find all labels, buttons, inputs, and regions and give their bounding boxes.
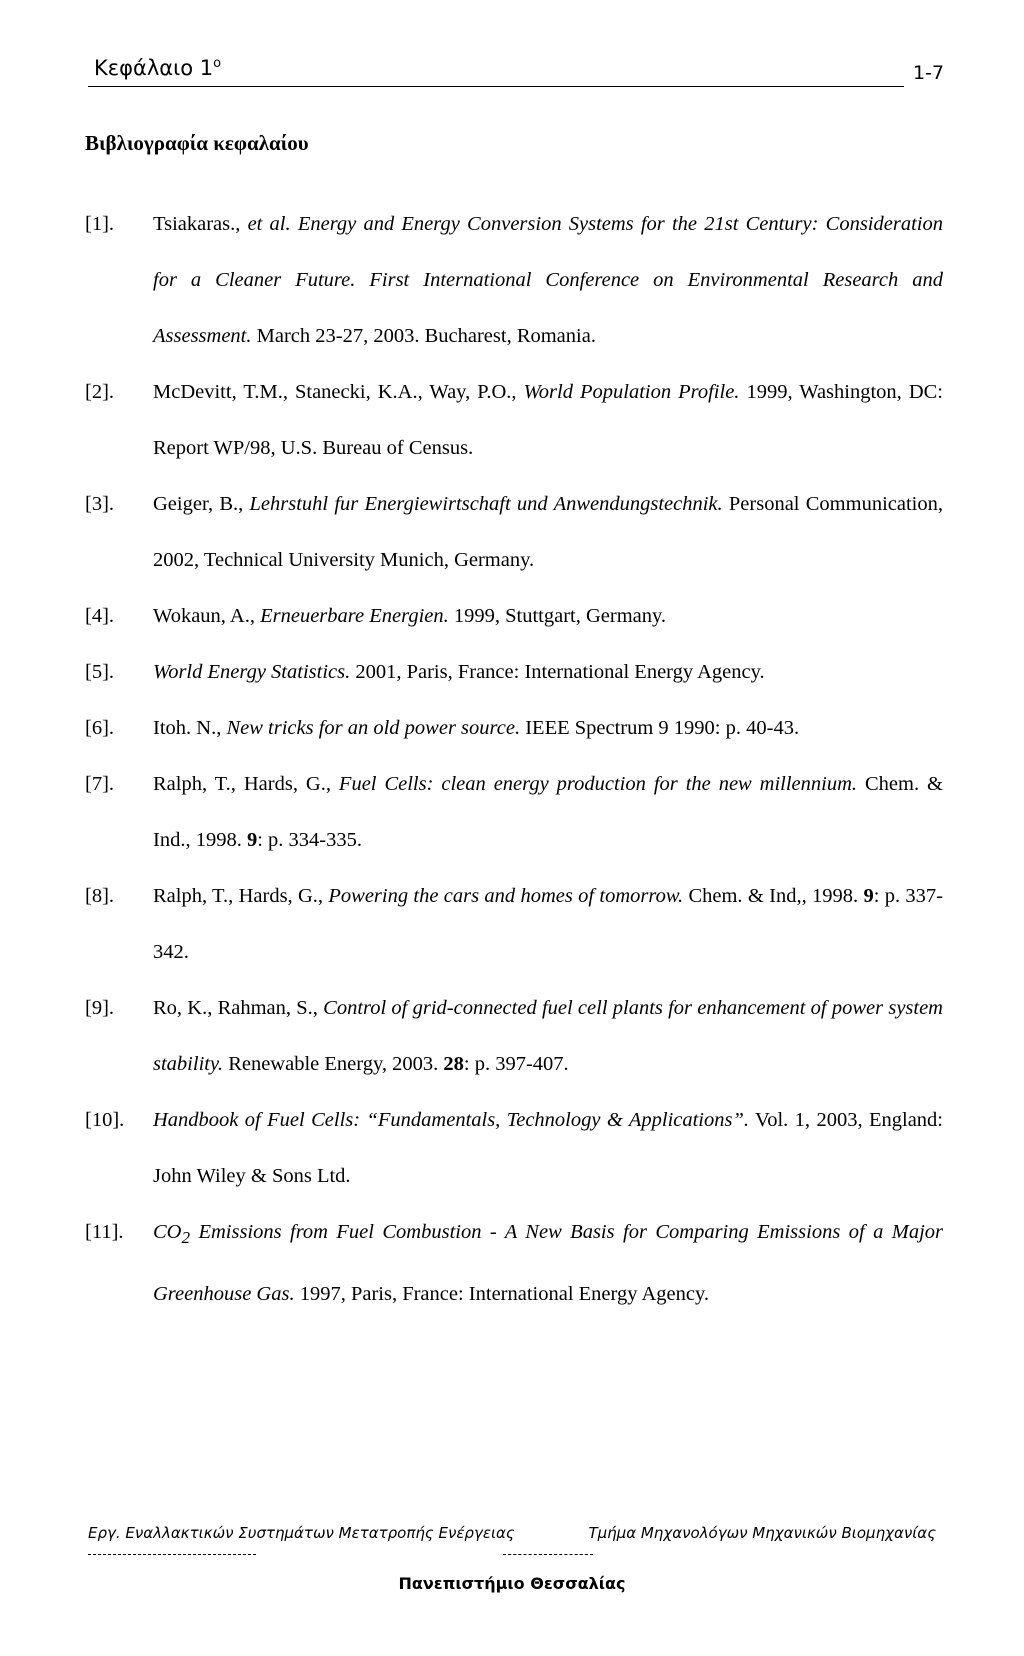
chapter-superscript: ο [213, 56, 222, 71]
reference-text-run: 28 [443, 1053, 464, 1075]
reference-text-run: 1999, Washington, DC: Report WP/98, U.S. Bureau of Census. [153, 381, 944, 459]
reference-item [85, 1204, 943, 1322]
reference-text-run: Ralph, T., Hards, G., [153, 773, 339, 795]
reference-number: [10]. [85, 1109, 125, 1131]
reference-text [153, 700, 943, 756]
reference-text [153, 364, 943, 476]
reference-text [153, 980, 943, 1092]
reference-text-run: Energy and Energy Conversion Systems for the 21st Century: Consideration for a Cleaner Future. First International Conference on Environmental Research and Assessment. [153, 213, 943, 347]
reference-number: [1]. [85, 213, 115, 235]
reference-text-run: Chem. & Ind., 1998. [153, 773, 943, 851]
reference-text-run: : p. 397-407. [463, 1053, 569, 1075]
reference-text-run: 1997, Paris, France: International Energy Agency. [294, 1283, 710, 1306]
reference-item [85, 588, 943, 644]
reference-text [153, 1204, 943, 1322]
reference-text-run: 2 [181, 1228, 191, 1248]
reference-text-run: Handbook of Fuel Cells: “Fundamentals, Technology & Applications”. [153, 1109, 750, 1131]
reference-number: [5]. [85, 661, 115, 683]
reference-item [85, 644, 943, 700]
reference-text [153, 196, 943, 364]
reference-text-run: Erneuerbare Energien. [260, 605, 449, 627]
reference-text-run: Vol. 1, 2003, England: John Wiley & Sons Ltd. [153, 1109, 943, 1187]
reference-text-run: March 23-27, 2003. Bucharest, Romania. [251, 325, 596, 347]
reference-text [153, 756, 943, 868]
footer-rule-left [88, 1554, 256, 1555]
page-number: 1-7 [912, 62, 944, 84]
reference-text [153, 1092, 943, 1204]
reference-text-run: World Population Profile. [523, 381, 740, 403]
reference-text [153, 476, 943, 588]
reference-text-run: CO [153, 1221, 182, 1243]
reference-item [85, 476, 943, 588]
footer-university-name: Πανεπιστήμιο Θεσσαλίας [398, 1574, 626, 1593]
reference-text-run: Ralph, T., Hards, G., [153, 885, 329, 907]
reference-number: [4]. [85, 605, 115, 627]
reference-text [153, 868, 943, 980]
section-title: Βιβλιογραφία κεφαλαίου [85, 131, 309, 155]
reference-text-run: Geiger, B., [153, 493, 250, 515]
reference-text-run: Control of grid-connected fuel cell plants for enhancement of power system stability. [153, 997, 943, 1075]
reference-text-run: World Energy Statistics. [153, 661, 351, 683]
reference-number: [9]. [85, 997, 115, 1019]
reference-text-run: Wokaun, A., [153, 605, 261, 627]
reference-text-run: IEEE Spectrum 9 1990: p. 40-43. [520, 717, 800, 739]
reference-text-run: 1999, Stuttgart, Germany. [448, 605, 667, 627]
header-rule [88, 86, 904, 87]
reference-text-run: Lehrstuhl fur Energiewirtschaft und Anwendungstechnik. [249, 493, 723, 515]
reference-item [85, 700, 943, 756]
reference-item [85, 868, 943, 980]
reference-number: [7]. [85, 773, 115, 795]
reference-item [85, 980, 943, 1092]
reference-text-run: Renewable Energy, 2003. [223, 1053, 444, 1075]
reference-text-run: Itoh. N., [153, 717, 227, 739]
reference-item [85, 756, 943, 868]
reference-text-run: New tricks for an old power source. [226, 717, 521, 739]
reference-number: [2]. [85, 381, 115, 403]
reference-text-run: Powering the cars and homes of tomorrow. [328, 885, 684, 907]
reference-text-run [291, 213, 298, 235]
reference-text-run: Emissions from Fuel Combustion - A New Basis for Comparing Emissions of a Major Greenhouse Gas. [153, 1221, 943, 1306]
chapter-title: Κεφάλαιο 1 [94, 56, 214, 80]
reference-text-run: : p. 334-335. [257, 829, 362, 851]
reference-text [153, 588, 943, 644]
reference-text-run: Personal Communication, 2002, Technical University Munich, Germany. [153, 493, 943, 571]
reference-text [153, 644, 943, 700]
footer-rule-center [503, 1554, 593, 1555]
reference-list [85, 196, 943, 1322]
reference-item [85, 1092, 943, 1204]
reference-text-run: Ro, K., Rahman, S., [153, 997, 324, 1019]
reference-text-run: McDevitt, T.M., Stanecki, K.A., Way, P.O., [153, 381, 524, 403]
reference-text-run: Fuel Cells: clean energy production for the new millennium. [338, 773, 858, 795]
reference-text-run: 2001, Paris, France: International Energy Agency. [350, 661, 765, 683]
reference-text-run: 9 [246, 829, 258, 851]
reference-item [85, 364, 943, 476]
reference-number: [6]. [85, 717, 115, 739]
chapter-label [94, 56, 221, 80]
reference-item [85, 196, 943, 364]
reference-text-run: Tsiakaras., [153, 213, 248, 235]
reference-text-run: 9 [863, 885, 874, 907]
footer-lab-name: Εργ. Εναλλακτικών Συστημάτων Μετατροπής Ενέργειας [88, 1524, 515, 1542]
footer-department-name: Τμήμα Μηχανολόγων Μηχανικών Βιομηχανίας [588, 1524, 936, 1542]
reference-text-run: et al. [247, 213, 291, 235]
page-header [88, 56, 944, 90]
reference-text-run: Chem. & Ind,, 1998. [683, 885, 864, 907]
reference-number: [3]. [85, 493, 115, 515]
reference-number: [11]. [85, 1221, 124, 1243]
reference-text-run: : p. 337-342. [153, 885, 943, 963]
reference-number: [8]. [85, 885, 115, 907]
